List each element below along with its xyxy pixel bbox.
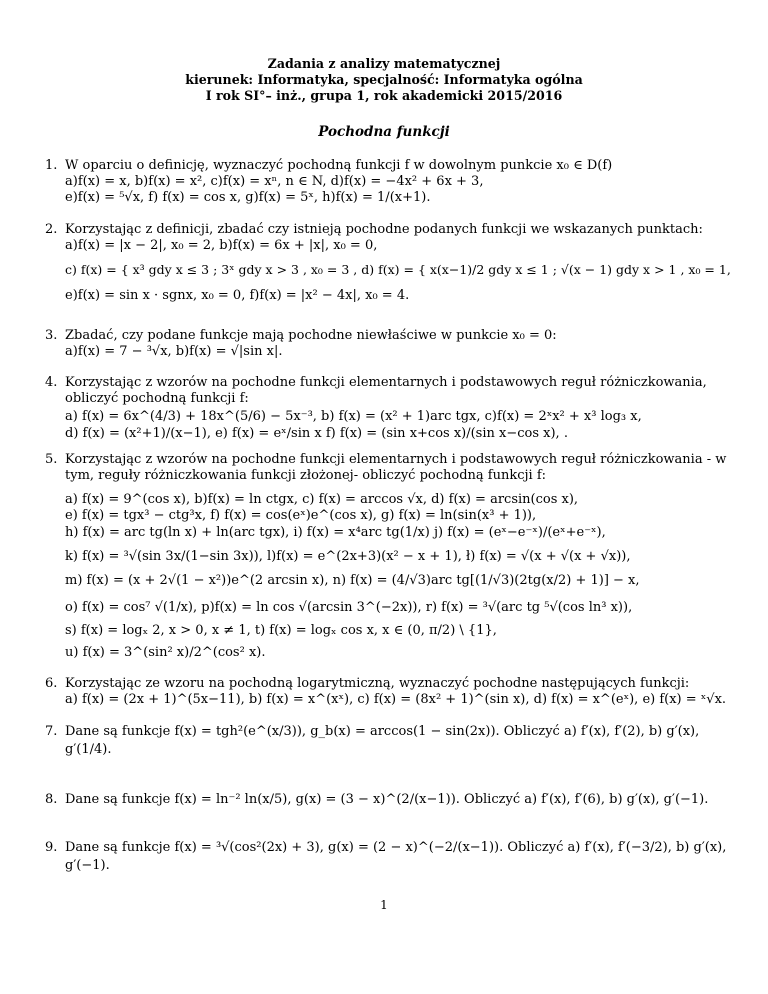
problem-5-line-10: u) f(x) = 3^(sin² x)/2^(cos² x). [65,645,266,660]
problem-2-line-1: Korzystając z definicji, zbadać czy istnieją pochodne podanych funkcji we wskazanych punktach: [65,222,703,237]
problem-5-line-2: tym, reguły różniczkowania funkcji złożonej- obliczyć pochodną funkcji f: [65,468,547,483]
problem-5-line-9: s) f(x) = logₓ 2, x > 0, x ≠ 1, t) f(x) = logₓ cos x, x ∈ (0, π/2) \ {1}, [65,623,497,638]
problem-7-number: 7. [45,724,58,739]
problem-4-line-1: Korzystając z wzorów na pochodne funkcji elementarnych i podstawowych reguł różniczkowania, [65,375,707,390]
problem-1-line-3: e)f(x) = ⁵√x, f) f(x) = cos x, g)f(x) = 5ˣ, h)f(x) = 1/(x+1). [65,190,431,205]
problem-5-line-3: a) f(x) = 9^(cos x), b)f(x) = ln ctgx, c) f(x) = arccos √x, d) f(x) = arcsin(cos x), [65,492,579,507]
problem-4-number: 4. [45,375,58,390]
problem-5-line-6: k) f(x) = ³√(sin 3x/(1−sin 3x)), l)f(x) = e^(2x+3)(x² − x + 1), ł) f(x) = √(x + √(x + √x)), [65,549,631,564]
problem-1-line-1: W oparciu o definicję, wyznaczyć pochodną funkcji f w dowolnym punkcie x₀ ∈ D(f) [65,158,613,173]
header-line-1: Zadania z analizy matematycznej [267,56,501,71]
problem-7-line-1: Dane są funkcje f(x) = tgh²(e^(x/3)), g_b(x) = arccos(1 − sin(2x)). Obliczyć a) f′(x), f′(2), b) g′(x), [65,724,700,739]
problem-1-line-2: a)f(x) = x, b)f(x) = x², c)f(x) = xⁿ, n ∈ N, d)f(x) = −4x² + 6x + 3, [65,174,484,189]
problem-2-line-4: e)f(x) = sin x · sgnx, x₀ = 0, f)f(x) = |x² − 4x|, x₀ = 4. [65,288,410,303]
problem-9-line-2: g′(−1). [65,858,110,873]
problem-5-line-5: h) f(x) = arc tg(ln x) + ln(arc tgx), i) f(x) = x⁴arc tg(1/x) j) f(x) = (eˣ−e⁻ˣ)/(eˣ+e⁻ˣ), [65,525,606,540]
problem-4-line-4: d) f(x) = (x²+1)/(x−1), e) f(x) = eˣ/sin x f) f(x) = (sin x+cos x)/(sin x−cos x), . [65,426,568,441]
problem-5-number: 5. [45,452,58,467]
problem-8-number: 8. [45,792,58,807]
problem-6-line-2: a) f(x) = (2x + 1)^(5x−11), b) f(x) = x^(xˣ), c) f(x) = (8x² + 1)^(sin x), d) f(x) = x^(eˣ), e) f(x) = ˣ√x. [65,692,727,707]
problem-9-number: 9. [45,840,58,855]
problem-3-number: 3. [45,328,58,343]
problem-6-line-1: Korzystając ze wzoru na pochodną logarytmiczną, wyznaczyć pochodne następujących funkcji: [65,676,690,691]
problem-2-number: 2. [45,222,58,237]
problem-2-line-2: a)f(x) = |x − 2|, x₀ = 2, b)f(x) = 6x + |x|, x₀ = 0, [65,238,378,253]
problem-4-line-3: a) f(x) = 6x^(4/3) + 18x^(5/6) − 5x⁻³, b) f(x) = (x² + 1)arc tgx, c)f(x) = 2ˣx² + x³ log₃ x, [65,409,642,424]
problem-8-line-1: Dane są funkcje f(x) = ln⁻² ln(x/5), g(x) = (3 − x)^(2/(x−1)). Obliczyć a) f′(x), f′(6), b) g′(x), g′(−1). [65,792,709,807]
problem-5-line-1: Korzystając z wzorów na pochodne funkcji elementarnych i podstawowych reguł różniczkowania - w [65,452,727,467]
problem-5-line-4: e) f(x) = tgx³ − ctg³x, f) f(x) = cos(eˣ)e^(cos x), g) f(x) = ln(sin(x³ + 1)), [65,508,537,523]
problem-6-number: 6. [45,676,58,691]
problem-9-line-1: Dane są funkcje f(x) = ³√(cos²(2x) + 3), g(x) = (2 − x)^(−2/(x−1)). Obliczyć a) f′(x), f′(−3/2), b) g′(x), [65,840,727,855]
problem-3-line-1: Zbadać, czy podane funkcje mają pochodne niewłaściwe w punkcie x₀ = 0: [65,328,557,343]
header-line-2: kierunek: Informatyka, specjalność: Informatyka ogólna [185,72,583,87]
problem-7-line-2: g′(1/4). [65,742,112,757]
problem-1-number: 1. [45,158,58,173]
problem-4-line-2: obliczyć pochodną funkcji f: [65,391,249,406]
page-title: Pochodna funkcji [318,124,450,140]
problem-3-line-2: a)f(x) = 7 − ³√x, b)f(x) = √|sin x|. [65,344,283,359]
page-number: 1 [380,898,388,912]
header-line-3: I rok SI°– inż., grupa 1, rok akademicki 2015/2016 [205,88,563,103]
problem-5-line-8: o) f(x) = cos⁷ √(1/x), p)f(x) = ln cos √(arcsin 3^(−2x)), r) f(x) = ³√(arc tg ⁵√(cos ln³ x)), [65,600,633,615]
problem-2-line-3: c) f(x) = { x³ gdy x ≤ 3 ; 3ˣ gdy x > 3 , x₀ = 3 , d) f(x) = { x(x−1)/2 gdy x ≤ 1 ; √(x − 1) gdy x > 1 , x₀ = 1, [65,262,731,277]
problem-5-line-7: m) f(x) = (x + 2√(1 − x²))e^(2 arcsin x), n) f(x) = (4/√3)arc tg[(1/√3)(2tg(x/2) + 1)] − x, [65,573,640,588]
